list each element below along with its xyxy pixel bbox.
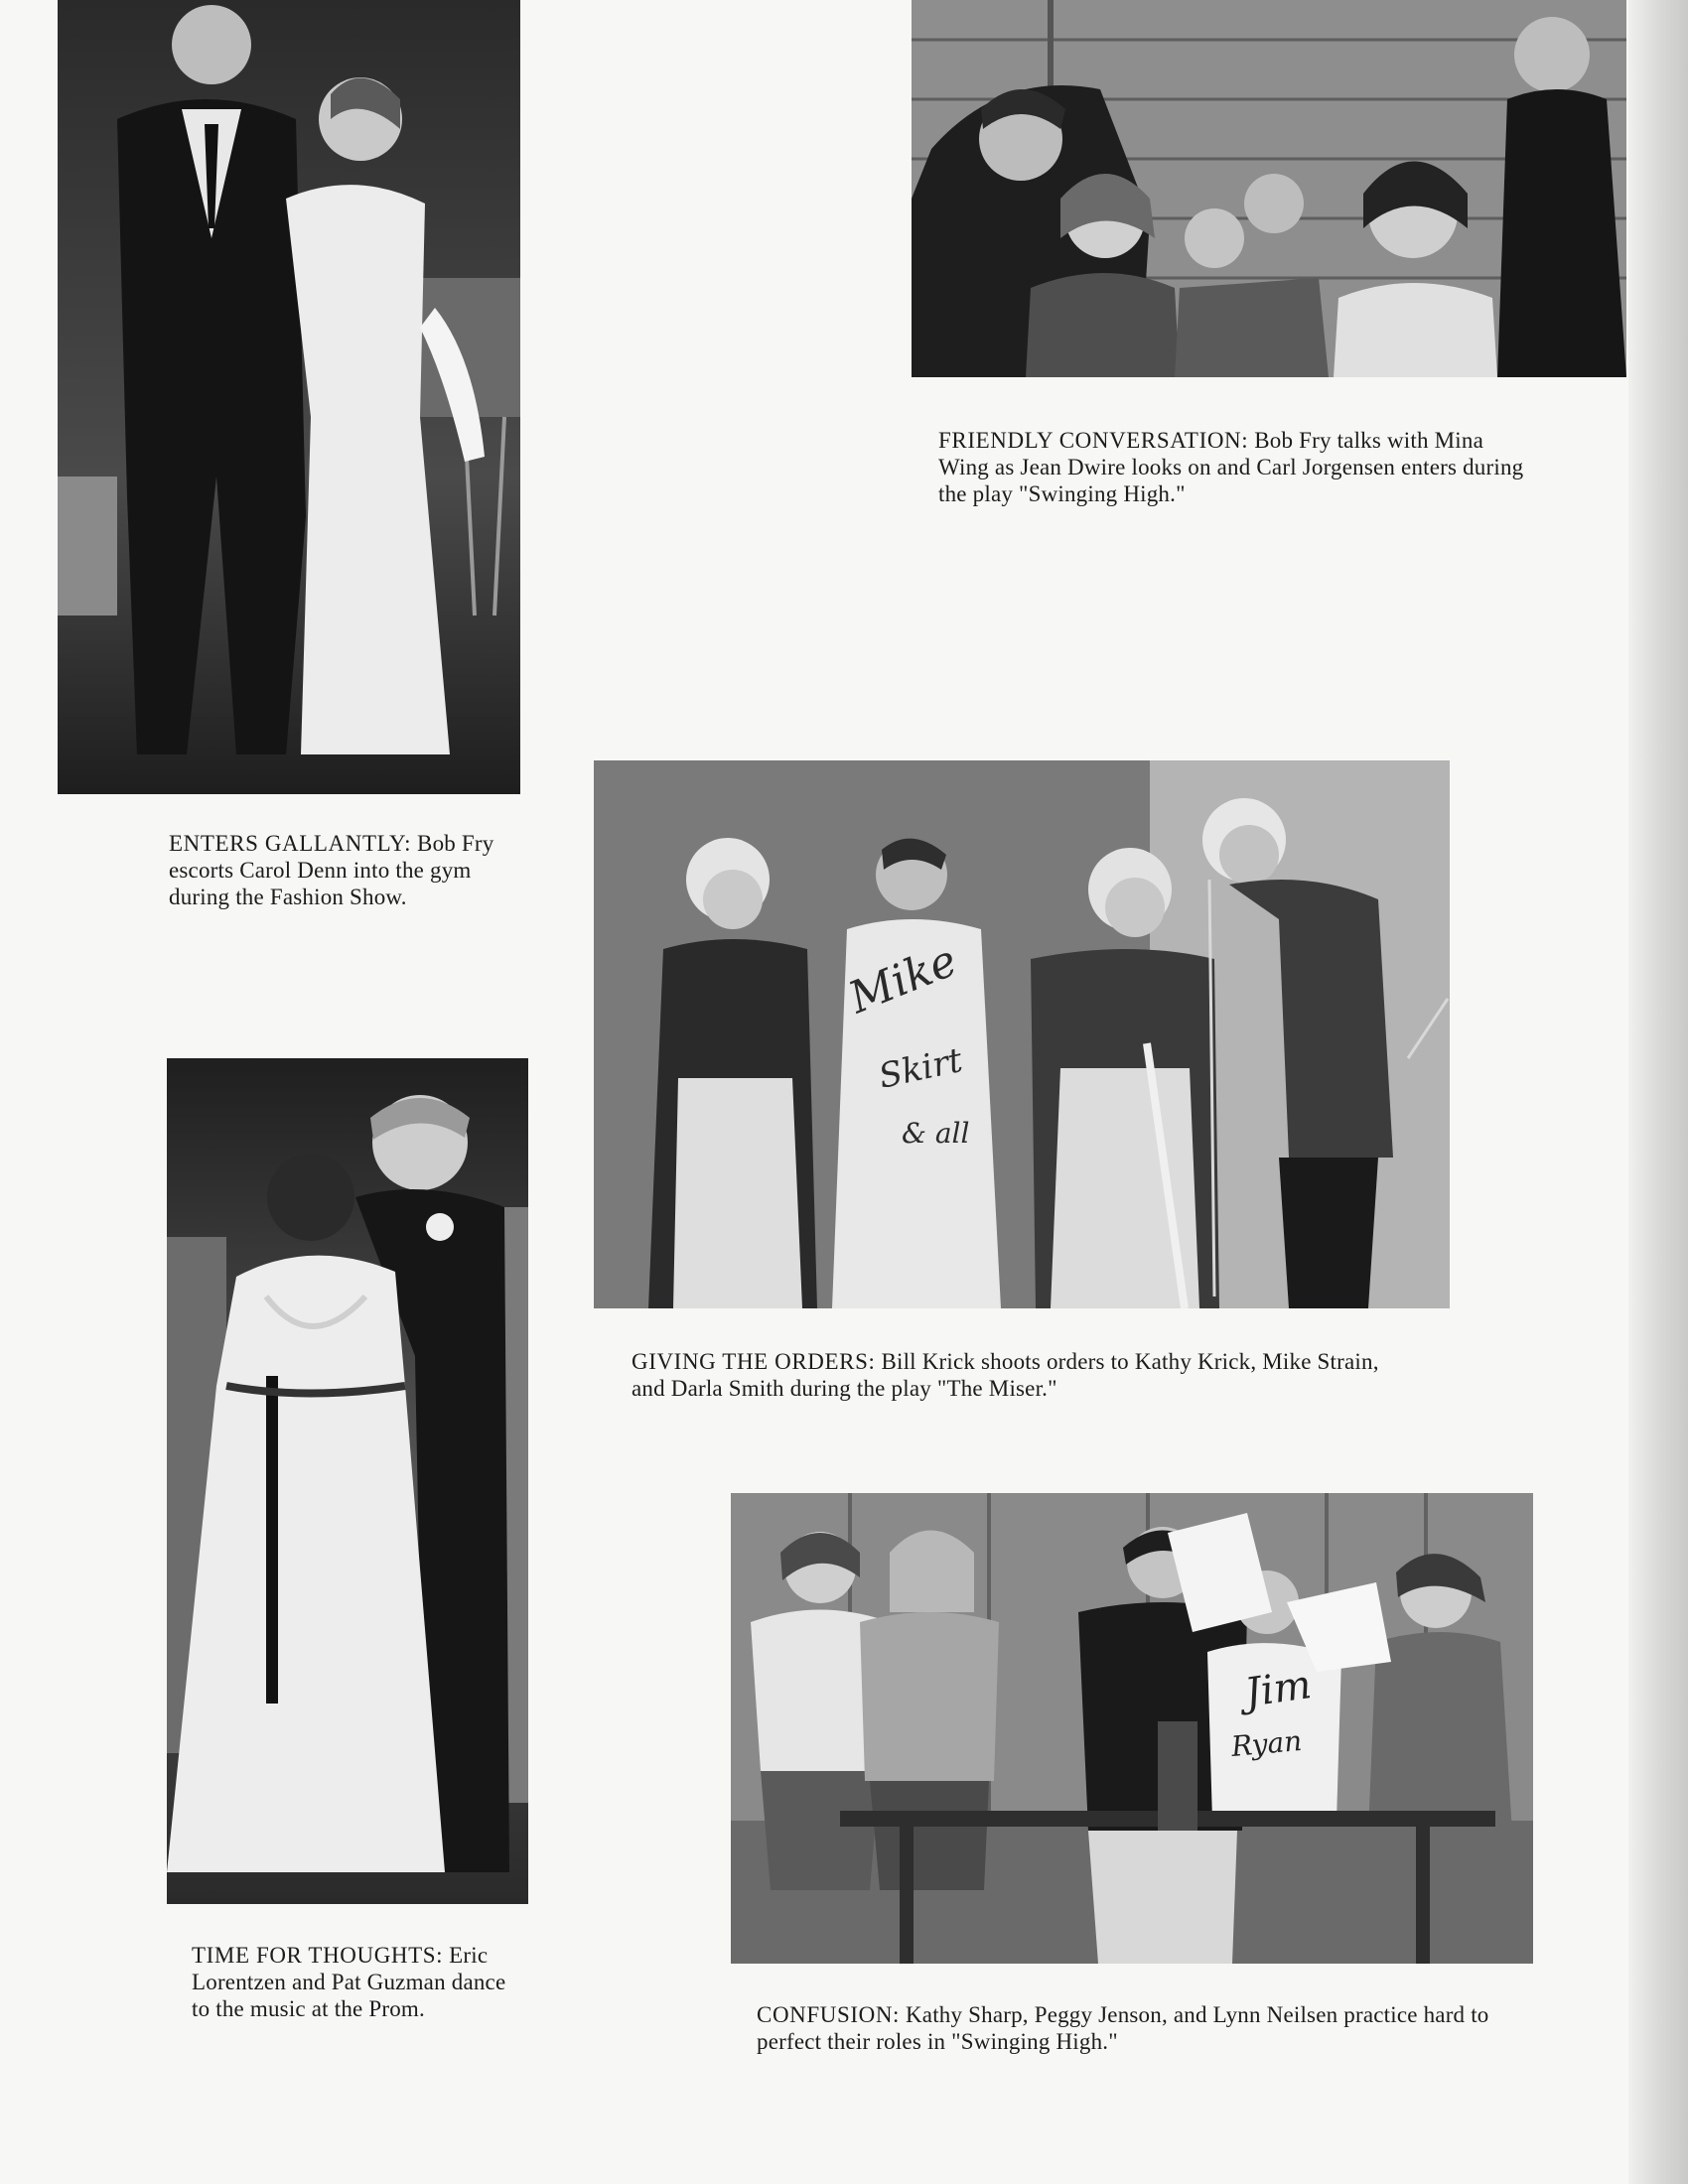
caption-fashion-show (169, 830, 506, 910)
caption-body: Kathy Sharp, Peggy Jenson, and Lynn Neilsen practice hard to perfect their roles in "Swinging High." (757, 2002, 1489, 2054)
caption-body: Bill Krick shoots orders to Kathy Krick, Mike Strain, and Darla Smith during the play "The Miser." (632, 1349, 1379, 1401)
photo-swinging-high-conversation (912, 0, 1626, 377)
handwriting-skirt: Skirt (875, 1040, 966, 1097)
photo-prom-dance (167, 1058, 528, 1904)
caption-confusion (757, 2001, 1511, 2055)
caption-lead: FRIENDLY CONVERSATION: (938, 428, 1249, 453)
caption-the-miser (632, 1348, 1416, 1402)
caption-body: Bob Fry escorts Carol Denn into the gym during the Fashion Show. (169, 831, 494, 909)
photo-the-miser (594, 760, 1450, 1308)
caption-body: Eric Lorentzen and Pat Guzman dance to the music at the Prom. (192, 1943, 506, 2021)
caption-swinging-high-conversation (938, 427, 1534, 507)
handwriting-and-all: & all (902, 1117, 970, 1150)
caption-prom-dance (192, 1942, 519, 2022)
photo-fashion-show (58, 0, 520, 794)
handwriting-mike: Mike (842, 935, 964, 1024)
caption-lead: GIVING THE ORDERS: (632, 1349, 876, 1374)
caption-lead: TIME FOR THOUGHTS: (192, 1943, 444, 1968)
caption-lead: CONFUSION: (757, 2002, 901, 2027)
caption-lead: ENTERS GALLANTLY: (169, 831, 412, 856)
caption-body: Bob Fry talks with Mina Wing as Jean Dwire looks on and Carl Jorgensen enters during the play "Swinging High." (938, 428, 1524, 506)
photo-confusion (731, 1493, 1533, 1964)
handwriting-ryan: Ryan (1229, 1723, 1304, 1763)
page-edge-shadow (1628, 0, 1688, 2184)
handwriting-jim: Jim (1241, 1662, 1315, 1716)
